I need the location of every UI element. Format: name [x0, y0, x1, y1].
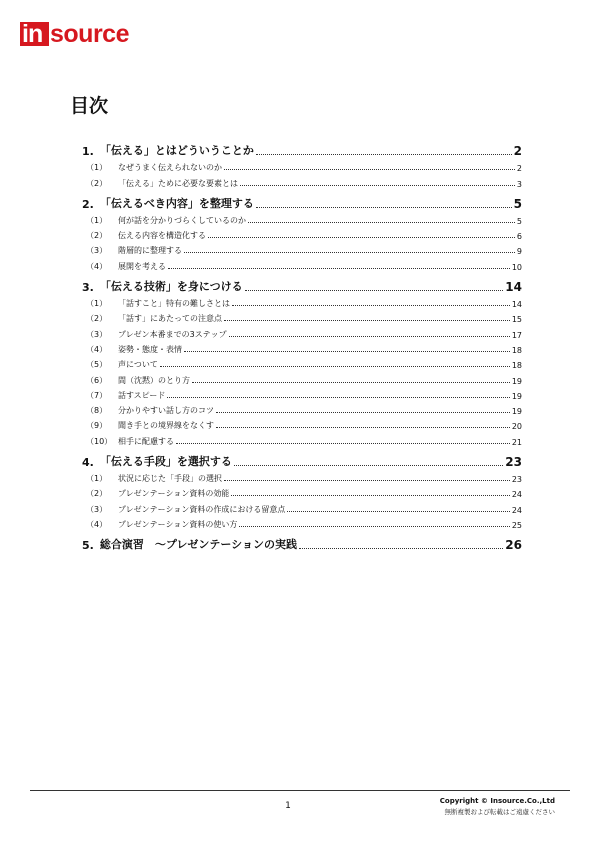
toc-label: プレゼン本番までの3ステップ — [118, 329, 227, 339]
toc-number: （3） — [86, 504, 108, 514]
toc-chapter-4[interactable] — [82, 453, 522, 469]
page-title: 目次 — [70, 95, 109, 117]
toc-section-4-1[interactable] — [82, 469, 522, 484]
toc-page-number: 26 — [505, 537, 522, 552]
toc-chapter-3[interactable] — [82, 278, 522, 294]
toc-section-3-4[interactable] — [82, 340, 522, 355]
toc-number: （9） — [86, 421, 108, 431]
toc-section-4-3[interactable] — [82, 499, 522, 514]
toc-page-number: 21 — [511, 437, 522, 447]
toc-number: （2） — [86, 314, 108, 324]
dot-leader — [192, 382, 510, 383]
toc-number: （2） — [86, 231, 108, 241]
toc-section-3-8[interactable] — [82, 401, 522, 416]
toc-page-number: 24 — [511, 505, 522, 515]
toc-label: 聞き手との境界線をなくす — [118, 421, 214, 431]
toc-section-1-2[interactable] — [82, 173, 522, 188]
toc-number: 5. — [82, 538, 94, 552]
toc-chapter-2[interactable] — [82, 195, 522, 211]
toc-chapter-1[interactable] — [82, 142, 522, 158]
toc-number: （2） — [86, 178, 108, 188]
toc-page-number: 2 — [516, 164, 522, 174]
toc-page-number: 23 — [511, 475, 522, 485]
copyright-text: Copyright © Insource.Co.,Ltd — [439, 797, 555, 805]
toc-label: 「伝える技術」を身につける — [99, 279, 243, 293]
toc-page-number: 15 — [511, 315, 522, 325]
toc-number: 4. — [82, 455, 94, 469]
dot-leader — [160, 366, 510, 367]
toc-number: 2. — [82, 197, 94, 211]
toc-label: 姿勢・態度・表情 — [118, 344, 182, 354]
toc-label: 「話す」にあたっての注意点 — [118, 314, 222, 324]
dot-leader — [239, 526, 509, 527]
toc-page-number: 23 — [505, 454, 522, 469]
page-number: 1 — [285, 801, 291, 811]
toc-number: （1） — [86, 163, 108, 173]
toc-number: （4） — [86, 519, 108, 529]
toc-number: 1. — [82, 145, 94, 158]
dot-leader — [224, 320, 510, 321]
toc-label: 分かりやすい話し方のコツ — [118, 406, 214, 416]
toc-section-4-2[interactable] — [82, 484, 522, 499]
toc-page-number: 6 — [516, 232, 522, 242]
dot-leader — [299, 548, 503, 549]
toc-section-3-9[interactable] — [82, 416, 522, 431]
toc-label: 伝える内容を構造化する — [118, 231, 206, 241]
dot-leader — [256, 207, 512, 208]
toc-label: 総合演習 ～プレゼンテーションの実践 — [99, 537, 297, 551]
toc-section-1-1[interactable] — [82, 158, 522, 173]
dot-leader — [216, 412, 510, 413]
toc-label: 「伝えるべき内容」を整理する — [99, 196, 254, 210]
toc-label: 階層的に整理する — [118, 246, 182, 256]
dot-leader — [256, 154, 512, 155]
toc-page-number: 24 — [511, 490, 522, 500]
toc-label: 間（沈黙）のとり方 — [118, 375, 190, 385]
toc-label: 「伝える」とはどういうことか — [99, 144, 254, 157]
toc-page-number: 5 — [516, 216, 522, 226]
toc-page-number: 10 — [511, 262, 522, 272]
toc-number: （4） — [86, 261, 108, 271]
toc-label: 「伝える手段」を選択する — [99, 454, 232, 468]
toc-number: （4） — [86, 344, 108, 354]
toc-number: （7） — [86, 390, 108, 400]
table-of-contents — [82, 142, 522, 552]
toc-page-number: 17 — [511, 330, 522, 340]
footer-divider — [30, 790, 570, 791]
toc-label: 展開を考える — [118, 261, 166, 271]
toc-number: （6） — [86, 375, 108, 385]
toc-number: （3） — [86, 329, 108, 339]
dot-leader — [287, 511, 509, 512]
toc-section-2-4[interactable] — [82, 256, 522, 271]
toc-section-3-7[interactable] — [82, 386, 522, 401]
toc-label: プレゼンテーション資料の作成における留意点 — [118, 504, 286, 514]
toc-page-number: 19 — [511, 391, 522, 401]
dot-leader — [245, 290, 504, 291]
dot-leader — [224, 480, 510, 481]
toc-number: （10） — [86, 436, 113, 446]
toc-number: 3. — [82, 280, 94, 294]
toc-number: （1） — [86, 474, 108, 484]
toc-page-number: 3 — [516, 179, 522, 189]
toc-section-3-6[interactable] — [82, 370, 522, 385]
toc-section-3-5[interactable] — [82, 355, 522, 370]
dot-leader — [216, 427, 510, 428]
logo-text-rest: source — [50, 20, 129, 48]
toc-page-number: 5 — [513, 196, 522, 211]
toc-label: プレゼンテーション資料の効能 — [118, 489, 230, 499]
dot-leader — [231, 495, 509, 496]
dot-leader — [240, 185, 515, 186]
toc-page-number: 14 — [505, 279, 522, 294]
toc-chapter-5[interactable] — [82, 536, 522, 552]
toc-page-number: 18 — [511, 345, 522, 355]
dot-leader — [232, 305, 510, 306]
dot-leader — [167, 397, 509, 398]
toc-label: 声について — [118, 360, 158, 370]
toc-section-2-1[interactable] — [82, 211, 522, 226]
toc-section-3-10[interactable] — [82, 431, 522, 446]
dot-leader — [248, 222, 515, 223]
toc-label: 「伝える」ために必要な要素とは — [118, 178, 238, 188]
reproduction-notice: 無断複製および転載はご遠慮ください — [444, 808, 555, 816]
toc-page-number: 18 — [511, 361, 522, 371]
toc-number: （5） — [86, 360, 108, 370]
insource-logo — [20, 22, 129, 46]
dot-leader — [224, 169, 515, 170]
toc-label: 何が話を分かりづらくしているのか — [118, 215, 246, 225]
toc-page-number: 9 — [516, 247, 522, 257]
toc-section-2-2[interactable] — [82, 226, 522, 241]
dot-leader — [168, 268, 510, 269]
toc-label: 「話すこと」特有の難しさとは — [118, 299, 230, 309]
toc-label: プレゼンテーション資料の使い方 — [118, 519, 238, 529]
toc-page-number: 19 — [511, 407, 522, 417]
toc-number: （1） — [86, 299, 108, 309]
toc-label: 話すスピード — [118, 390, 166, 400]
toc-section-3-2[interactable] — [82, 309, 522, 324]
toc-page-number: 20 — [511, 422, 522, 432]
toc-label: 状況に応じた「手段」の選択 — [118, 474, 222, 484]
toc-page-number: 14 — [511, 300, 522, 310]
toc-number: （8） — [86, 406, 108, 416]
dot-leader — [176, 443, 510, 444]
dot-leader — [184, 351, 510, 352]
toc-page-number: 19 — [511, 376, 522, 386]
toc-number: （1） — [86, 215, 108, 225]
dot-leader — [208, 237, 515, 238]
toc-section-3-3[interactable] — [82, 324, 522, 339]
toc-section-4-4[interactable] — [82, 515, 522, 530]
dot-leader — [234, 465, 503, 466]
dot-leader — [229, 336, 510, 337]
toc-number: （3） — [86, 246, 108, 256]
toc-number: （2） — [86, 489, 108, 499]
toc-page-number: 2 — [513, 144, 522, 158]
toc-label: なぜうまく伝えられないのか — [118, 163, 222, 173]
toc-page-number: 25 — [511, 520, 522, 530]
toc-label: 相手に配慮する — [118, 436, 174, 446]
logo-mark — [20, 22, 49, 46]
toc-section-3-1[interactable] — [82, 294, 522, 309]
dot-leader — [184, 252, 515, 253]
toc-section-2-3[interactable] — [82, 241, 522, 256]
logo-text-prefix: in — [22, 20, 43, 48]
